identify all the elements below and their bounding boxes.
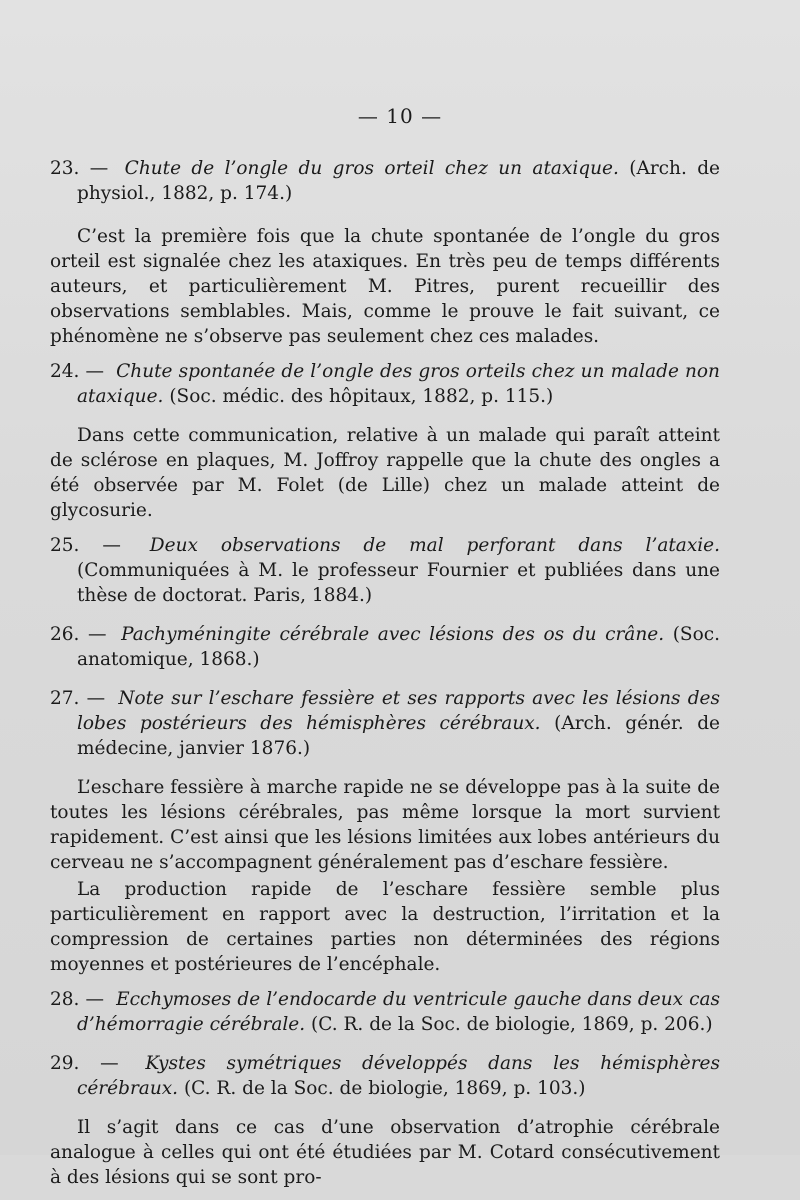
entry-number: 29. — bbox=[50, 1053, 119, 1074]
entry-reference: (Arch. de physiol., 1882, p. 174.) bbox=[77, 158, 720, 204]
entry-title: Chute de l’ongle du gros orteil chez un ataxique. bbox=[124, 158, 619, 179]
entry-number: 25. — bbox=[50, 535, 121, 556]
entry-number: 23. — bbox=[50, 158, 109, 179]
bibliography-entry bbox=[50, 987, 720, 1037]
entry-reference: (Soc. médic. des hôpitaux, 1882, p. 115.) bbox=[169, 386, 554, 407]
body-paragraph: Dans cette communication, relative à un malade qui paraît atteint de sclérose en plaques, M. Joffroy rappelle que la chute des ongles a été observée par M. Folet (de Lille) chez un malade atteint de glycosurie. bbox=[50, 425, 720, 521]
body-paragraph: L’eschare fessière à marche rapide ne se développe pas à la suite de toutes les lésions cérébrales, pas même lorsque la mort survient rapidement. C’est ainsi que les lésions limitées aux lobes antérieurs du cerveau ne s’accompagnent généralement pas d’eschare fessière. bbox=[50, 777, 720, 873]
entry-title: Ecchymoses de l’endocarde du ventricule gauche dans deux cas d’hémorragie cérébrale. bbox=[77, 989, 720, 1035]
page-number: — 10 — bbox=[357, 104, 443, 128]
entry-reference: (Soc. anatomique, 1868.) bbox=[77, 624, 720, 670]
body-paragraph: Il s’agit dans ce cas d’une observation d’atrophie cérébrale analogue à celles qui ont été étudiées par M. Cotard consécutivement à des lésions qui se sont pro- bbox=[50, 1117, 720, 1188]
entry-title: Chute spontanée de l’ongle des gros orteils chez un malade non ataxique. bbox=[77, 361, 720, 407]
body-paragraph: La production rapide de l’eschare fessière semble plus particulièrement en rapport avec la destruction, l’irritation et la compression de certaines parties non déterminées des régions moyennes et postérieures de l’encéphale. bbox=[50, 879, 720, 975]
page-content bbox=[50, 156, 720, 1200]
entry-title: Note sur l’eschare fessière et ses rapports avec les lésions des lobes postérieurs des hémisphères cérébraux. bbox=[77, 688, 720, 734]
bibliography-entry bbox=[50, 686, 720, 761]
bibliography-entry bbox=[50, 156, 720, 206]
bibliography-entry bbox=[50, 622, 720, 672]
entry-number: 27. — bbox=[50, 688, 106, 709]
body-paragraph: C’est la première fois que la chute spontanée de l’ongle du gros orteil est signalée chez les ataxiques. En très peu de temps différents auteurs, et particulièrement M. Pitres, purent recueillir des observations semblables. Mais, comme le prouve le fait suivant, ce phénomène ne s’observe pas seulement chez ces malades. bbox=[50, 226, 720, 347]
bibliography-entry bbox=[50, 1051, 720, 1101]
entry-title: Kystes symétriques développés dans les hémisphères cérébraux. bbox=[77, 1053, 721, 1099]
entry-title: Pachyméningite cérébrale avec lésions des os du crâne. bbox=[121, 624, 665, 645]
entry-title: Deux observations de mal perforant dans l’ataxie. bbox=[149, 535, 720, 556]
entry-number: 24. — bbox=[50, 361, 105, 382]
entry-number: 28. — bbox=[50, 989, 104, 1010]
entry-reference: (Communiquées à M. le professeur Fournier et publiées dans une thèse de doctorat. Paris, 1884.) bbox=[77, 560, 720, 606]
bibliography-entry bbox=[50, 359, 720, 409]
entry-reference: (C. R. de la Soc. de biologie, 1869, p. 206.) bbox=[311, 1014, 713, 1035]
entry-reference: (Arch. génér. de médecine, janvier 1876.) bbox=[77, 713, 720, 759]
entry-reference: (C. R. de la Soc. de biologie, 1869, p. 103.) bbox=[183, 1078, 586, 1099]
entry-number: 26. — bbox=[50, 624, 107, 645]
bibliography-entry bbox=[50, 533, 720, 608]
